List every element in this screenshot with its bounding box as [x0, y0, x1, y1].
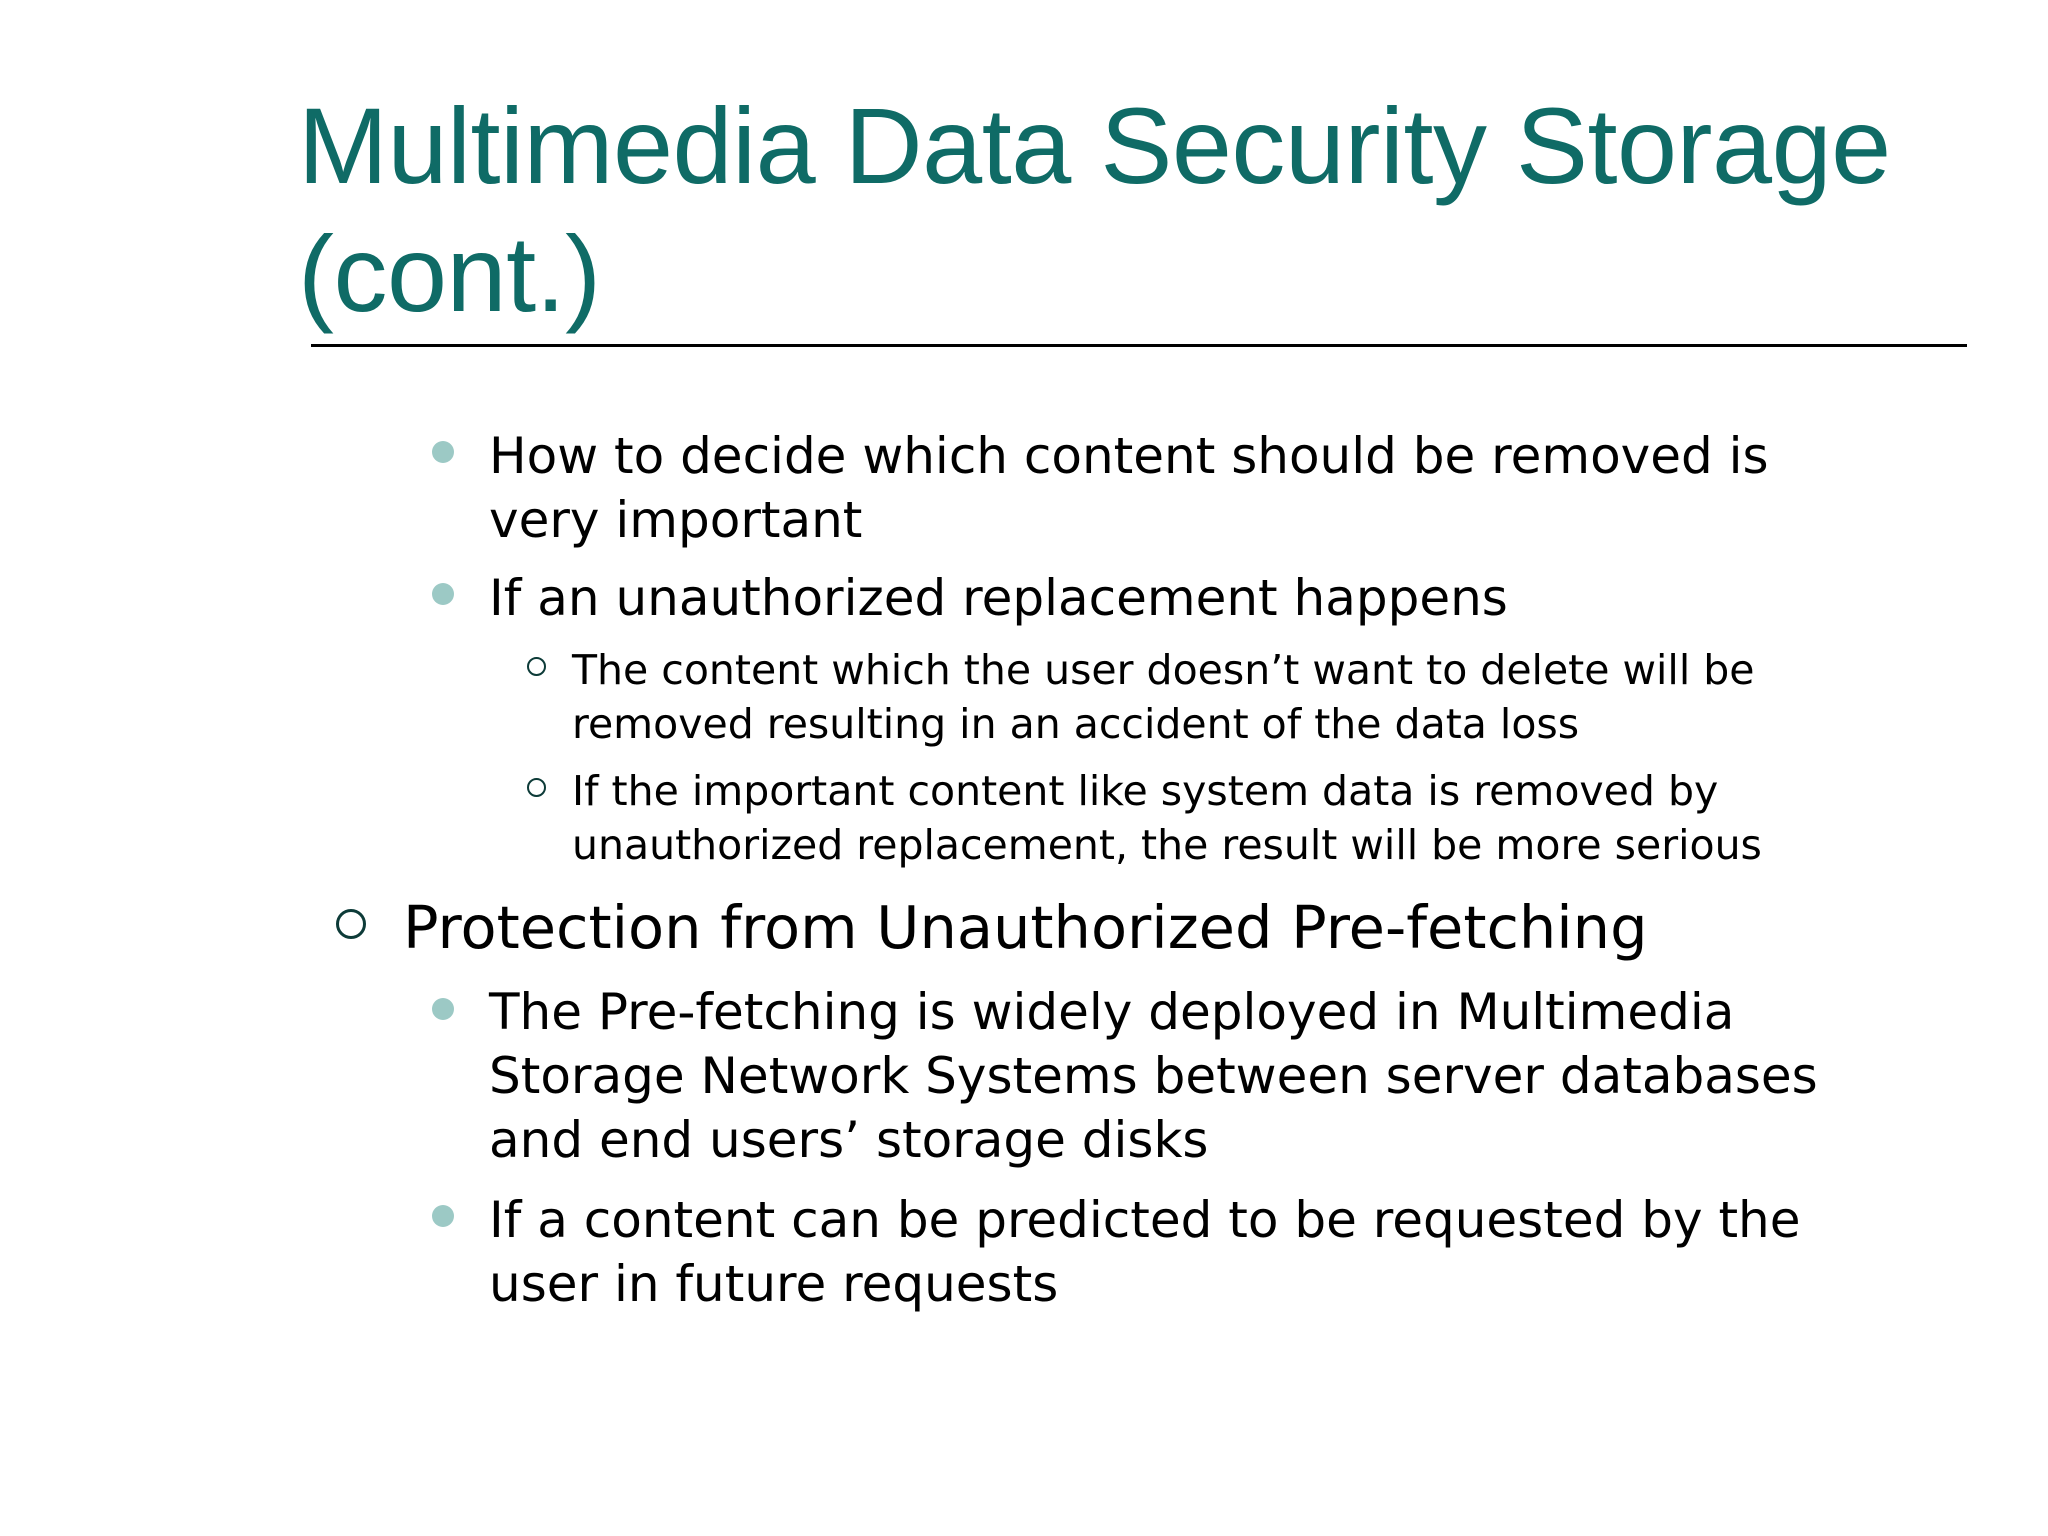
bullet-line: If the important content like system data is removed by: [572, 767, 1719, 815]
sub-bullet-text: [572, 643, 1755, 751]
bullet-text: [489, 1188, 1801, 1316]
bullet-line: The content which the user doesn’t want to delete will be: [572, 646, 1755, 694]
top-bullet-text: [403, 892, 1648, 964]
bullet-line: If a content can be predicted to be requested by the: [489, 1191, 1801, 1249]
bullet-line: removed resulting in an accident of the data loss: [572, 700, 1580, 748]
filled-dot-icon: [432, 583, 454, 605]
small-hollow-circle-icon: [527, 778, 546, 797]
hollow-circle-icon: [336, 909, 366, 939]
bullet-line: Protection from Unauthorized Pre-fetching: [403, 893, 1648, 962]
bullet-line: and end users’ storage disks: [489, 1111, 1209, 1169]
slide-title-line-1: Multimedia Data Security Storage: [298, 85, 1891, 206]
title-divider: [311, 344, 1967, 347]
bullet-line: very important: [489, 491, 863, 549]
filled-dot-icon: [432, 441, 454, 463]
bullet-line: user in future requests: [489, 1255, 1059, 1313]
filled-dot-icon: [432, 1205, 454, 1227]
bullet-line: The Pre-fetching is widely deployed in Multimedia: [489, 983, 1735, 1041]
bullet-text: [489, 424, 1769, 552]
sub-bullet-text: [572, 764, 1762, 872]
bullet-line: How to decide which content should be removed is: [489, 427, 1769, 485]
bullet-line: If an unauthorized replacement happens: [489, 569, 1508, 627]
bullet-text: [489, 980, 1818, 1172]
bullet-line: unauthorized replacement, the result will be more serious: [572, 821, 1762, 869]
small-hollow-circle-icon: [527, 657, 546, 676]
bullet-line: Storage Network Systems between server databases: [489, 1047, 1818, 1105]
slide-title: [298, 82, 1978, 338]
filled-dot-icon: [432, 998, 454, 1020]
slide-title-line-2: (cont.): [298, 213, 601, 334]
bullet-text: [489, 566, 1508, 630]
